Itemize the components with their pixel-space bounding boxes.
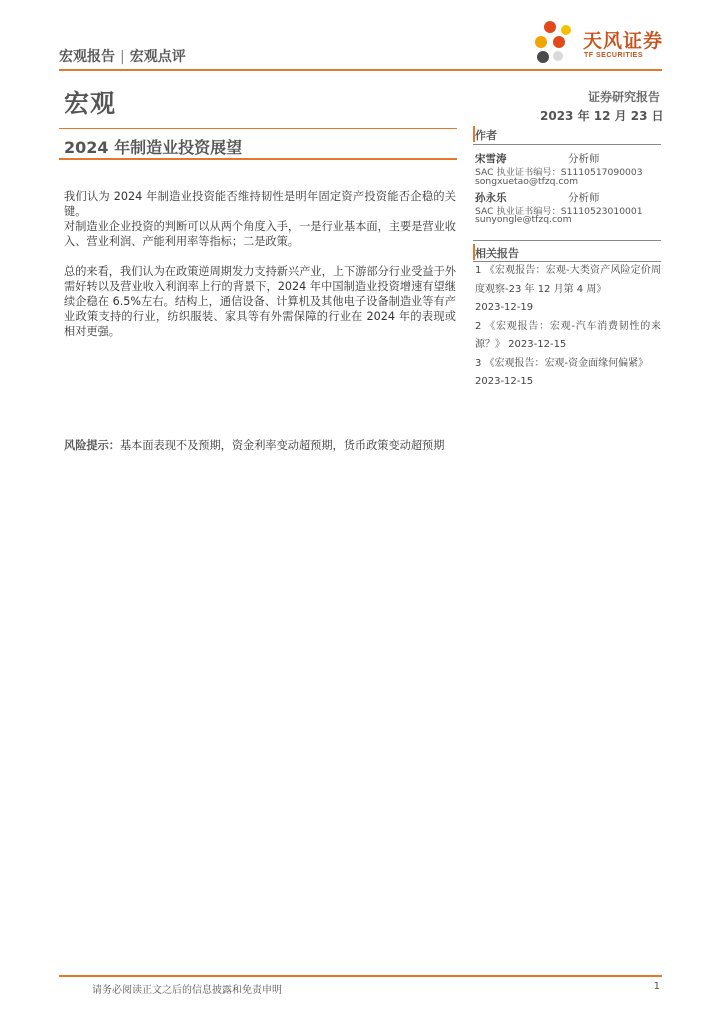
author-name: 孙永乐 [475,192,507,204]
author-name: 宋雪涛 [475,153,507,165]
author-role: 分析师 [568,192,600,204]
risk-warning [64,438,456,453]
related-report-title[interactable]: 3 《宏观报告：宏观-资金面缘何偏紧》 [475,357,649,369]
author-email[interactable]: sunyongle@tfzq.com [475,214,572,225]
related-heading: 相关报告 [475,247,519,260]
summary-text: 对制造业企业投资的判断可以从两个角度入手，一是行业基本面，主要是营业收入、营业利润、产能利用率等指标；二是政策。 [64,220,456,248]
breadcrumb-item-macro-review[interactable]: 宏观点评 [129,49,186,65]
related-report-title[interactable]: 1 《宏观报告：宏观-大类资产风险定价周度观察-23 年 12 月第 4 周》 [475,265,661,295]
brand-name-en: TF SECURITIES [584,52,644,59]
header-divider [59,69,662,71]
author-license: SAC 执业证书编号：S1110523010001 [475,206,643,217]
summary-paragraph-2: 总的来看，我们认为在政策逆周期发力支持新兴产业，上下游部分行业受益于外需好转以及营业收入利润率上行的背景下，2024 年中国制造业投资增速有望继续企稳在 6.5%左右。结构上，通信设备、计算机及其他电子设备制造业等有产业政策支持的行业，纺织服装、家具等有外需保障的行业在 2024 年的表现或相对更强。 [64,265,456,338]
report-title: 2024 年制造业投资展望 [64,138,243,157]
author-email[interactable]: songxuetao@tfzq.com [475,176,579,187]
related-report-title[interactable]: 2 《宏观报告：宏观-汽车消费韧性的来源？》 2023-12-15 [475,320,661,350]
related-report-date: 2023-12-15 [475,376,534,387]
report-date: 2023 年 12 月 23 日 [540,109,664,123]
footer-disclaimer: 请务必阅读正文之后的信息披露和免责申明 [92,985,282,996]
logo-petal-icon [537,51,549,63]
logo-petal-icon [553,36,565,48]
related-reports-list [475,262,661,392]
related-report-date: 2023-12-19 [475,302,534,313]
summary-paragraph-1 [64,189,456,249]
related-report-item[interactable] [475,262,661,318]
breadcrumb-item-macro-report[interactable]: 宏观报告 [59,49,115,65]
logo-petal-icon [561,25,571,35]
brand-name: 天风证券 [583,30,664,52]
section-title: 宏观 [64,89,117,118]
footer-divider [59,975,662,977]
authors-divider [473,144,661,145]
report-type: 证券研究报告 [587,90,660,104]
related-report-item[interactable] [475,318,661,355]
title-divider-top [59,128,457,129]
related-top-divider [473,240,661,241]
risk-text: 基本面表现不及预期，资金利率变动超预期，货币政策变动超预期 [119,439,445,452]
author-license: SAC 执业证书编号：S1110517090003 [475,167,643,178]
logo-petal-icon [535,36,547,48]
author-role: 分析师 [568,153,600,165]
summary-text: 我们认为 2024 年制造业投资能否维持韧性是明年固定资产投资能否企稳的关键。 [64,190,456,218]
risk-label: 风险提示： [64,439,120,452]
breadcrumb [59,46,186,66]
authors-heading: 作者 [475,129,497,142]
page-number: 1 [653,981,660,992]
logo-petal-icon [544,21,556,33]
related-report-item[interactable] [475,355,661,392]
breadcrumb-separator: | [120,49,125,65]
title-divider-bottom [59,158,457,160]
logo-petal-icon [553,51,563,61]
